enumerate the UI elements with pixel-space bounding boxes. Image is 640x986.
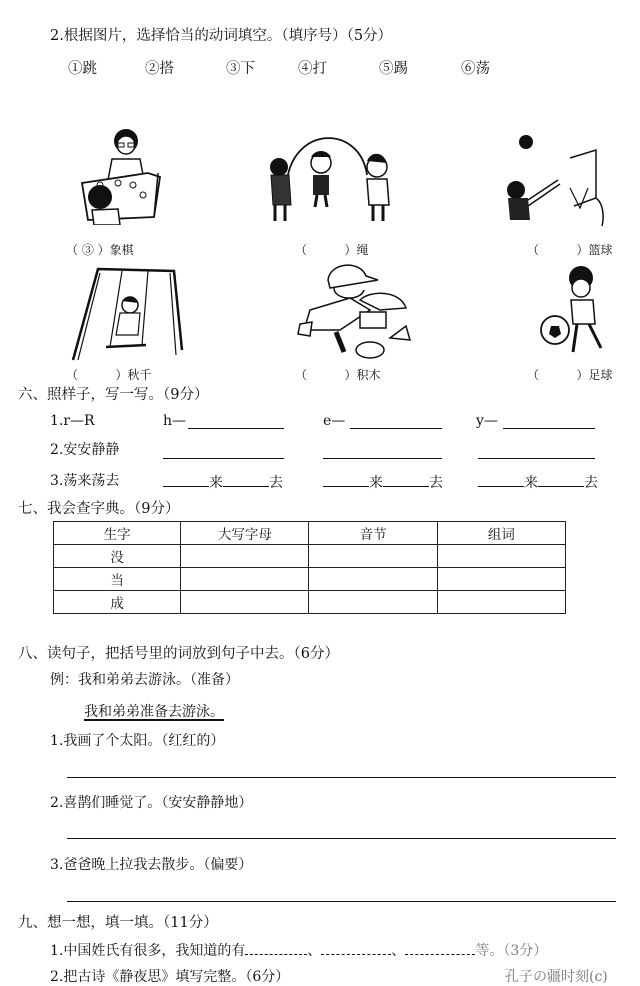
header-word: 组词 — [437, 522, 565, 545]
answer-line-sentence-3[interactable] — [67, 901, 616, 902]
table-row — [54, 568, 566, 591]
row-character: 成 — [54, 591, 181, 614]
letter-y-label: y— — [476, 413, 498, 429]
table-row — [54, 545, 566, 568]
soccer-caption: （ ）足球 — [527, 368, 613, 382]
option-5: ⑤踢 — [379, 61, 408, 77]
letter-h-label: h— — [163, 413, 187, 429]
jump-rope-illustration — [265, 135, 400, 225]
answer-line-aabb-1[interactable] — [163, 458, 284, 459]
surname-question: 1.中国姓氏有很多，我知道的有 、 、 等。（3分） — [50, 940, 547, 960]
header-syllable: 音节 — [309, 522, 437, 545]
dictionary-table — [53, 521, 566, 614]
word-cell[interactable] — [437, 591, 565, 614]
word-cell[interactable] — [437, 545, 565, 568]
lai-qu-blank-3: 来 去 — [478, 472, 598, 492]
header-character: 生字 — [54, 522, 181, 545]
section-6-title: 六、照样子，写一写。（9分） — [18, 387, 209, 403]
swing-illustration — [70, 265, 185, 365]
chess-caption: （ ③ ）象棋 — [66, 243, 134, 257]
example-letter: 1.r—R — [50, 413, 95, 429]
poem-question-partial: 2.把古诗《静夜思》填写完整。（6分） — [50, 969, 290, 985]
answer-line-e[interactable] — [350, 428, 442, 429]
syllable-cell[interactable] — [309, 591, 437, 614]
word-cell[interactable] — [437, 568, 565, 591]
answer-line-aabb-3[interactable] — [478, 458, 595, 459]
section-7-title: 七、我会查字典。（9分） — [18, 501, 180, 517]
surname-blank-1[interactable] — [245, 940, 307, 955]
option-2: ②搭 — [145, 61, 174, 77]
soccer-illustration — [537, 262, 617, 362]
option-4: ④打 — [298, 61, 327, 77]
section-9-title: 九、想一想，填一填。（11分） — [18, 915, 218, 931]
example-answer: 我和弟弟准备去游泳。 — [84, 704, 224, 720]
building-blocks-illustration — [290, 260, 420, 360]
capital-letter-cell[interactable] — [181, 591, 309, 614]
answer-line-y[interactable] — [503, 428, 595, 429]
option-6: ⑥荡 — [461, 61, 490, 77]
option-1: ①跳 — [68, 61, 97, 77]
answer-line-aabb-2[interactable] — [323, 458, 442, 459]
table-row — [54, 591, 566, 614]
syllable-cell[interactable] — [309, 568, 437, 591]
example-lai-qu: 3.荡来荡去 — [50, 473, 120, 489]
row-character: 没 — [54, 545, 181, 568]
sentence-3: 3.爸爸晚上拉我去散步。（偏要） — [50, 857, 253, 873]
example-aabb: 2.安安静静 — [50, 442, 120, 458]
option-3: ③下 — [226, 61, 255, 77]
capital-letter-cell[interactable] — [181, 568, 309, 591]
header-capital-letter: 大写字母 — [181, 522, 309, 545]
syllable-cell[interactable] — [309, 545, 437, 568]
swing-caption: （ ）秋千 — [66, 368, 152, 382]
basketball-illustration — [500, 128, 610, 228]
capital-letter-cell[interactable] — [181, 545, 309, 568]
blocks-caption: （ ）积木 — [295, 368, 381, 382]
surname-blank-3[interactable] — [405, 940, 475, 955]
lai-qu-blank-2: 来 去 — [323, 472, 443, 492]
chess-answer[interactable]: ③ — [81, 243, 94, 257]
sentence-1: 1.我画了个太阳。（红红的） — [50, 733, 225, 749]
table-header-row — [54, 522, 566, 545]
rope-caption: （ ）绳 — [295, 243, 369, 257]
example-sentence: 例：我和弟弟去游泳。（准备） — [50, 672, 239, 688]
basketball-caption: （ ）篮球 — [527, 243, 613, 257]
sentence-2: 2.喜鹊们睡觉了。（安安静静地） — [50, 795, 253, 811]
question-2-title: 2.根据图片，选择恰当的动词填空。（填序号）（5分） — [50, 28, 393, 44]
lai-qu-blank-1: 来 去 — [163, 472, 283, 492]
answer-line-sentence-1[interactable] — [67, 777, 616, 778]
row-character: 当 — [54, 568, 181, 591]
chess-players-illustration — [78, 125, 163, 225]
letter-e-label: e— — [323, 413, 346, 429]
section-8-title: 八、读句子，把括号里的词放到句子中去。（6分） — [18, 646, 339, 662]
answer-line-h[interactable] — [188, 428, 284, 429]
answer-line-sentence-2[interactable] — [67, 838, 616, 839]
watermark-partial: 孔子の疆时刻(c) — [505, 969, 608, 985]
surname-blank-2[interactable] — [321, 940, 391, 955]
